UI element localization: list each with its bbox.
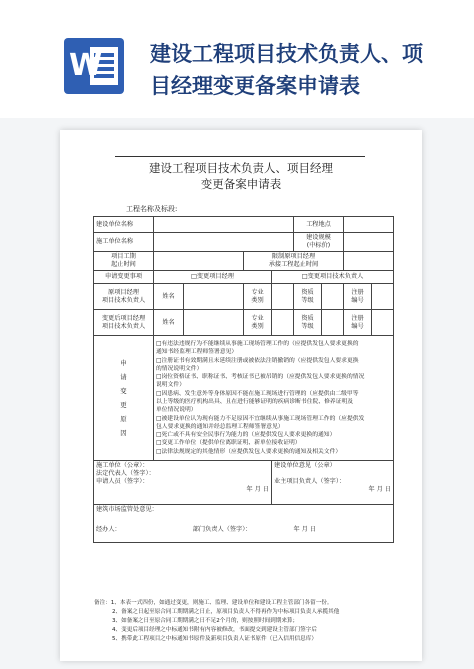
banner-title-line2: 目经理变更备案申请表 bbox=[150, 73, 360, 98]
application-form-table bbox=[93, 216, 394, 543]
name-label: 姓名 bbox=[154, 310, 184, 336]
applicant-label: 申请人员（签字）： bbox=[96, 478, 149, 485]
date-label: 年 月 日 bbox=[368, 486, 391, 493]
project-term-field[interactable] bbox=[154, 252, 244, 271]
specialty-text: 专业 bbox=[251, 288, 264, 296]
dept-head-label: 部门负责人（签字）： bbox=[192, 526, 252, 533]
original-manager-line1: 限制原项目经理 bbox=[271, 253, 316, 260]
qualification-text: 资质 bbox=[301, 288, 314, 296]
construction-unit-field[interactable] bbox=[154, 217, 294, 233]
construction-unit-label: 建设单位名称 bbox=[94, 217, 154, 233]
reason-checkbox-item[interactable]: □法律法规规定的其他情形（应提供发包人要求更换的通知及相关文件） bbox=[156, 448, 342, 455]
new-person-line2: 项目技术负责人 bbox=[101, 322, 146, 330]
reason-label-char: 原 bbox=[120, 415, 127, 423]
project-term-line2: 起止时间 bbox=[111, 261, 136, 268]
registration-text: 注册 bbox=[351, 288, 364, 296]
category-text: 类别 bbox=[251, 322, 264, 330]
note-line: 3、如备案之日至原合同工期期满之日不足2个月的，则按照时间到期来算； bbox=[112, 618, 299, 624]
original-name-field[interactable] bbox=[184, 284, 244, 310]
table-row bbox=[94, 505, 394, 543]
level-text: 等级 bbox=[301, 296, 314, 304]
original-person-line2: 项目技术负责人 bbox=[101, 296, 146, 304]
original-manager-term-label bbox=[244, 252, 344, 271]
qualification-level-label bbox=[294, 284, 322, 310]
original-specialty-field[interactable] bbox=[272, 284, 294, 310]
new-registration-field[interactable] bbox=[372, 310, 394, 336]
contractor-unit-field[interactable] bbox=[154, 233, 294, 252]
registration-number-label bbox=[344, 284, 372, 310]
qualification-text: 资质 bbox=[301, 314, 314, 322]
project-location-field[interactable] bbox=[344, 217, 394, 233]
banner-title bbox=[150, 38, 450, 102]
reason-item-continued: 以上等级的医疗机构出具、且在进行能够证明的疾病诊断书住院、修养证明及 bbox=[156, 399, 354, 405]
reason-item-continued: 的情况说明文件） bbox=[156, 365, 203, 372]
project-term-label bbox=[94, 252, 154, 271]
reason-checkbox-item[interactable]: □变更工作单位（提供单位离职证明、新单位接收证明） bbox=[156, 440, 301, 447]
word-document-icon: W bbox=[64, 38, 124, 94]
reason-label-char: 请 bbox=[120, 373, 127, 381]
table-row bbox=[94, 233, 394, 252]
table-row bbox=[94, 336, 394, 461]
reason-checkbox-item[interactable]: □岗位资格证书、职称证书、考核证书已被吊销的（应提供发包人要求更换的情况 bbox=[156, 374, 365, 381]
registration-text: 注册 bbox=[351, 314, 364, 322]
reason-label-char: 变 bbox=[120, 387, 127, 395]
original-registration-field[interactable] bbox=[372, 284, 394, 310]
original-qualification-field[interactable] bbox=[322, 284, 344, 310]
contractor-signature-block bbox=[94, 461, 272, 505]
change-manager-checkbox[interactable]: □变更项目经理 bbox=[154, 271, 272, 284]
table-row bbox=[94, 284, 394, 310]
note-line: 备注：1、本表一式四份，如通过变更，则施工、监理、建设单位和建设工程主管部门各留一份。 bbox=[94, 600, 333, 606]
reason-item-continued: 包人要求更换的通知并经总监理工程师签署意见） bbox=[156, 423, 284, 430]
category-text: 类别 bbox=[251, 296, 264, 304]
contractor-seal-label: 施工单位（公章）： bbox=[96, 462, 149, 469]
header-rule bbox=[115, 156, 365, 157]
table-row bbox=[94, 271, 394, 284]
qualification-level-label bbox=[294, 310, 322, 336]
change-reason-label bbox=[94, 336, 154, 461]
owner-signature-block bbox=[272, 461, 394, 505]
specialty-category-label bbox=[244, 284, 272, 310]
original-person-label bbox=[94, 284, 154, 310]
number-text: 编号 bbox=[351, 296, 364, 304]
reason-item-continued: 单位情况说明） bbox=[156, 407, 197, 414]
construction-scale-sub: (中标价) bbox=[306, 242, 331, 249]
table-row bbox=[94, 310, 394, 336]
reason-label-char: 因 bbox=[120, 429, 127, 437]
number-text: 编号 bbox=[351, 322, 364, 330]
original-manager-term-field[interactable] bbox=[344, 252, 394, 271]
date-label: 年 月 日 bbox=[293, 526, 316, 533]
banner-title-line1: 建设工程项目技术负责人、项 bbox=[150, 41, 423, 66]
note-line: 5、携带此工程项目之中标通知书原件及新项目负责人证书原件（已入信用信息库） bbox=[112, 636, 317, 642]
specialty-category-label bbox=[244, 310, 272, 336]
project-location-label: 工程地点 bbox=[294, 217, 344, 233]
original-person-line1: 原项目经理 bbox=[108, 288, 139, 296]
market-dept-opinion-block bbox=[94, 505, 394, 543]
project-name-label: 工程名称及标段: bbox=[126, 205, 178, 213]
reason-item-continued: 说明文件） bbox=[156, 382, 185, 389]
note-line: 2、备案之日起至原合同工期期满之日止，原项目负责人不得再作为中标项目负责人承揽其他 bbox=[112, 609, 340, 615]
reason-checkbox-item[interactable]: □被建设单位认为现有能力不足原因不宜继续从事施工现场管理工作的（应提供发 bbox=[156, 415, 365, 422]
new-person-line1: 变更后项目经理 bbox=[101, 314, 146, 322]
construction-scale-field[interactable] bbox=[344, 233, 394, 252]
table-row bbox=[94, 252, 394, 271]
document-title bbox=[60, 160, 422, 192]
document-title-line2: 变更备案申请表 bbox=[200, 177, 282, 191]
project-term-line1: 项目工期 bbox=[111, 253, 136, 260]
reason-item-continued: 通知书经监理工程师签署意见） bbox=[156, 349, 238, 356]
level-text: 等级 bbox=[301, 322, 314, 330]
market-dept-opinion-label: 建筑市场监管处意见： bbox=[96, 506, 158, 513]
change-reason-list bbox=[154, 336, 394, 461]
new-specialty-field[interactable] bbox=[272, 310, 294, 336]
construction-scale-text: 建设规模 bbox=[306, 234, 331, 241]
table-row bbox=[94, 461, 394, 505]
date-label: 年 月 日 bbox=[246, 486, 269, 493]
banner bbox=[0, 0, 474, 118]
reason-checkbox-item[interactable]: □有违法违规行为不能继续从事施工现场管理工作的（应提供发包人要求更换的 bbox=[156, 340, 359, 347]
owner-rep-label: 业主项目负责人（签字）： bbox=[274, 478, 346, 485]
contractor-unit-label: 施工单位名称 bbox=[94, 233, 154, 252]
new-person-label bbox=[94, 310, 154, 336]
change-tech-lead-checkbox[interactable]: □变更项目技术负责人 bbox=[272, 271, 394, 284]
notes-section bbox=[94, 599, 394, 644]
name-label: 姓名 bbox=[154, 284, 184, 310]
change-item-label: 申请变更事项 bbox=[94, 271, 154, 284]
registration-number-label bbox=[344, 310, 372, 336]
new-name-field[interactable] bbox=[184, 310, 244, 336]
document-title-line1: 建设工程项目技术负责人、项目经理 bbox=[149, 161, 333, 175]
reason-checkbox-item[interactable]: □死亡或不具有安全民事行为能力的（应提供发包人要求更换的通知） bbox=[156, 432, 336, 439]
reason-label-char: 更 bbox=[120, 401, 127, 409]
construction-scale-label bbox=[294, 233, 344, 252]
specialty-text: 专业 bbox=[251, 314, 264, 322]
table-row bbox=[94, 217, 394, 233]
reason-checkbox-item[interactable]: □因患病、发生意外等身体原因不能在施工现场进行管理的（应提供由二级甲等 bbox=[156, 390, 359, 397]
document-sheet bbox=[60, 130, 422, 661]
reason-checkbox-item[interactable]: □注册证书有效期满且未延续注册或被依法注销撤销的（应提供发包人要求更换 bbox=[156, 357, 359, 364]
new-qualification-field[interactable] bbox=[322, 310, 344, 336]
reason-label-char: 申 bbox=[120, 359, 127, 367]
legal-rep-label: 法定代表人（签字）： bbox=[96, 470, 155, 477]
note-line: 4、变更后项目经理之中标通知书附有内容被修改，书面提交到建设主管部门签字后 bbox=[112, 627, 317, 633]
handler-label: 经办人： bbox=[96, 526, 121, 533]
construction-unit-opinion-label: 建设单位意见（公章） bbox=[274, 462, 336, 469]
original-manager-line2: 承接工程起止时间 bbox=[268, 261, 319, 268]
